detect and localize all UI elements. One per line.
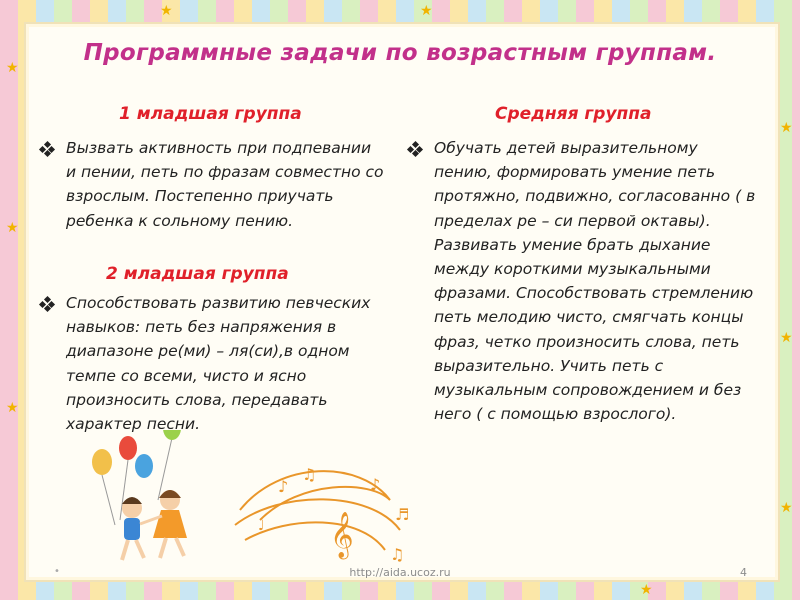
- svg-text:♪: ♪: [278, 477, 289, 496]
- children: [122, 490, 187, 560]
- middle-text: Обучать детей выразительному пению, формировать умение петь протяжно, подвижно, согласованно ( в пределах ре – си первой октавы). Развивать умение брать дыхание между короткими музыкальными фразами. Способствовать стремлению петь мелодию чисто, смягчать концы фраз, четко произносить слова, петь выразительно. Учить петь с музыкальным сопровождением и без него ( с помощью взрослого).: [434, 139, 756, 424]
- star-icon: ★: [6, 400, 19, 416]
- middle-heading: Средняя группа: [495, 104, 652, 124]
- junior2-text: Способствовать развитию певческих навыков: петь без напряжения в диапазоне ре(ми) – ля(си),в одном темпе со всеми, чисто и ясно произносить слова, передавать характер песни.: [66, 294, 371, 434]
- svg-text:♫: ♫: [390, 545, 405, 564]
- star-icon: ★: [780, 330, 793, 346]
- diamond-bullet-icon: [40, 142, 54, 156]
- junior2-item: [40, 291, 392, 436]
- star-icon: ★: [6, 220, 19, 236]
- star-icon: ★: [780, 120, 793, 136]
- diamond-bullet-icon: [408, 142, 422, 156]
- star-icon: ★: [640, 582, 653, 598]
- svg-text:♫: ♫: [302, 465, 317, 484]
- junior2-heading: 2 младшая группа: [106, 264, 289, 284]
- junior1-heading: 1 младшая группа: [119, 104, 302, 124]
- star-icon: ★: [420, 3, 433, 19]
- diamond-bullet-icon: [40, 297, 54, 311]
- slide-title: Программные задачи по возрастным группам.: [83, 40, 717, 66]
- footer-url: http://aida.ucoz.ru: [349, 566, 451, 579]
- star-icon: ★: [6, 60, 19, 76]
- svg-text:𝄞: 𝄞: [330, 512, 354, 558]
- middle-item: [408, 136, 768, 426]
- junior1-text: Вызвать активность при подпевании и пении, петь по фразам совместно со взрослым. Постепенно приучать ребенка к сольному пению.: [66, 139, 384, 230]
- star-icon: ★: [160, 3, 173, 19]
- footer-bullet: •: [54, 566, 60, 577]
- music-notes-illustration: [235, 465, 409, 564]
- page-number: 4: [740, 566, 747, 579]
- star-icon: ★: [780, 500, 793, 516]
- svg-text:♬: ♬: [395, 505, 410, 524]
- svg-text:♩: ♩: [258, 518, 265, 534]
- children-balloons-illustration: [40, 430, 440, 580]
- svg-text:♪: ♪: [370, 475, 381, 494]
- junior1-item: [40, 136, 392, 233]
